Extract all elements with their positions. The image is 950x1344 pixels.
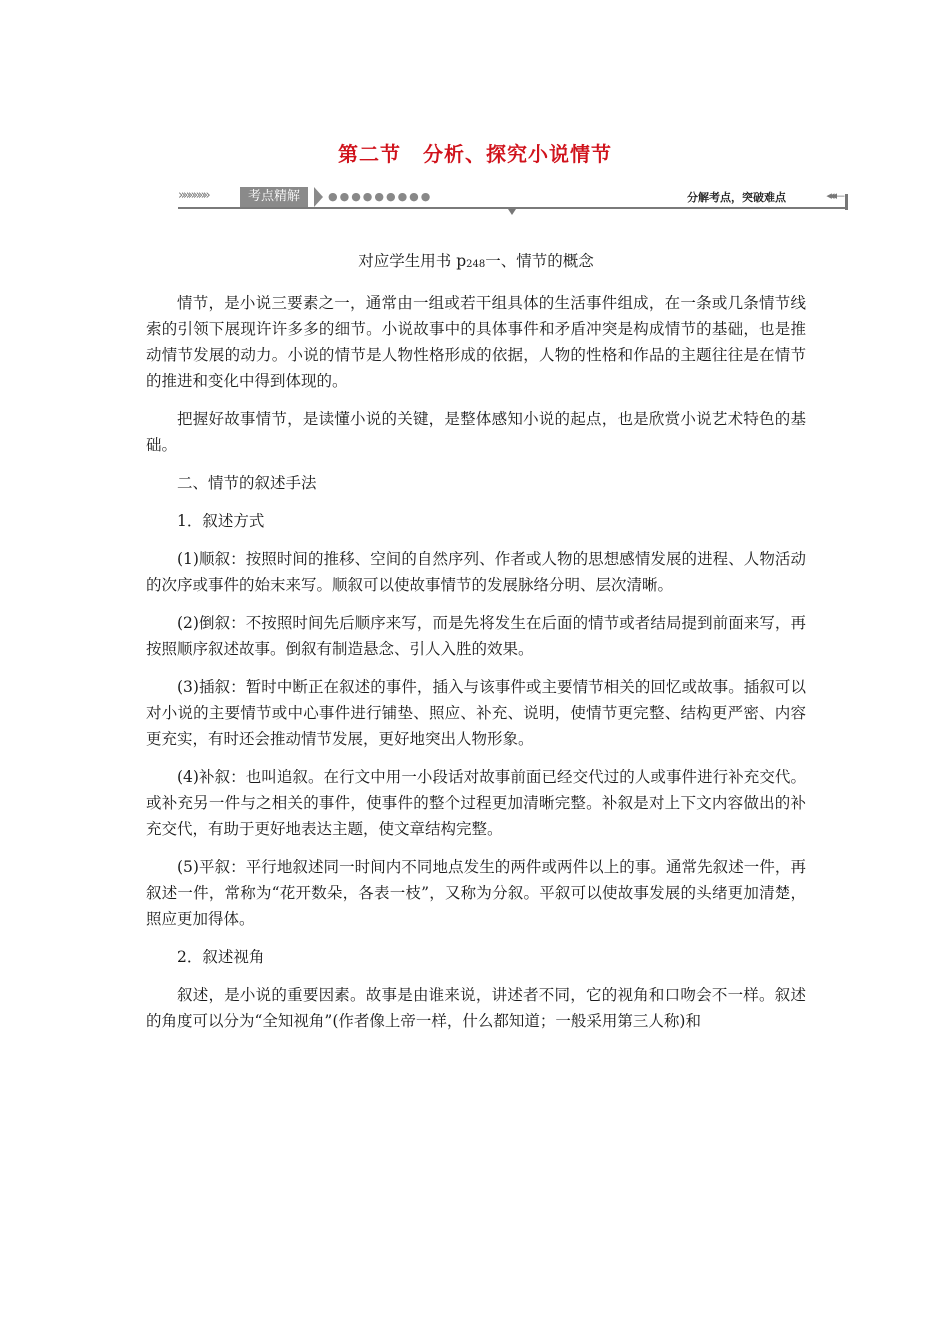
double-chevron-right-icon: »»»»»» <box>178 188 208 203</box>
paragraph: (5)平叙：平行地叙述同一时间内不同地点发生的两件或两件以上的事。通常先叙述一件，再叙述一件，常称为“花开数朵，各表一枝”，又称为分叙。平叙可以使故事发展的头绪更加清楚，照应更加得体。 <box>146 858 806 928</box>
paragraph: (3)插叙：暂时中断正在叙述的事件，插入与该事件或主要情节相关的回忆或故事。插叙可以对小说的主要情节或中心事件进行铺垫、照应、补充、说明，使情节更完整、结构更严密、内容更充实，有时还会推动情节发展，更好地突出人物形象。 <box>146 678 806 748</box>
reference-line <box>146 248 806 278</box>
paragraph: (1)顺叙：按照时间的推移、空间的自然序列、作者或人物的思想感情发展的进程、人物活动的次序或事件的始末来写。顺叙可以使故事情节的发展脉络分明、层次清晰。 <box>146 550 806 594</box>
arrow-left-icon: ◂◂◂— <box>826 189 842 202</box>
ref-page-number: 248 <box>466 259 486 270</box>
paragraph: 叙述，是小说的重要因素。故事是由谁来说，讲述者不同，它的视角和口吻会不一样。叙述的角度可以分为“全知视角”(作者像上帝一样，什么都知道；一般采用第三人称)和 <box>146 986 806 1030</box>
paragraph: (4)补叙：也叫追叙。在行文中用一小段话对故事前面已经交代过的人或事件进行补充交代。或补充另一件与之相关的事件，使事件的整个过程更加清晰完整。补叙是对上下文内容做出的补充交代，有助于更好地表达主题，使文章结构完整。 <box>146 768 806 838</box>
heading-narrative-methods: 二、情节的叙述手法 <box>177 474 317 492</box>
heading-plot-concept: 一、情节的概念 <box>485 252 594 270</box>
dots-decoration-icon: ●●●●●●●●● <box>328 190 433 203</box>
document-body <box>146 248 806 1046</box>
banner-left-tag: 考点精解 <box>240 187 308 207</box>
paragraph: (2)倒叙：不按照时间先后顺序来写，而是先将发生在后面的情节或者结局提到前面来写，再按照顺序叙述故事。倒叙有制造悬念、引人入胜的效果。 <box>146 614 806 658</box>
section-topic: 分析、探究小说情节 <box>423 142 612 166</box>
section-banner <box>178 186 848 216</box>
paragraph: 情节，是小说三要素之一，通常由一组或若干组具体的生活事件组成，在一条或几条情节线索的引领下展现许许多多的细节。小说故事中的具体事件和矛盾冲突是构成情节的基础，也是推动情节发展的动力。小说的情节是人物性格形成的依据，人物的性格和作品的主题往往是在情节的推进和变化中得到体现的。 <box>146 294 806 390</box>
tag-arrow-icon <box>314 187 323 207</box>
page-title <box>0 138 950 167</box>
subheading-narrative-modes: 1．叙述方式 <box>177 512 265 530</box>
banner-end-bar <box>845 194 848 210</box>
ref-prefix: 对应学生用书 p <box>358 252 467 270</box>
section-number: 第二节 <box>338 142 401 166</box>
caret-down-icon <box>508 209 516 215</box>
subheading-narrative-perspective: 2．叙述视角 <box>177 948 265 966</box>
banner-right-label: 分解考点，突破难点 <box>687 191 786 204</box>
paragraph: 把握好故事情节，是读懂小说的关键，是整体感知小说的起点，也是欣赏小说艺术特色的基础。 <box>146 410 806 454</box>
